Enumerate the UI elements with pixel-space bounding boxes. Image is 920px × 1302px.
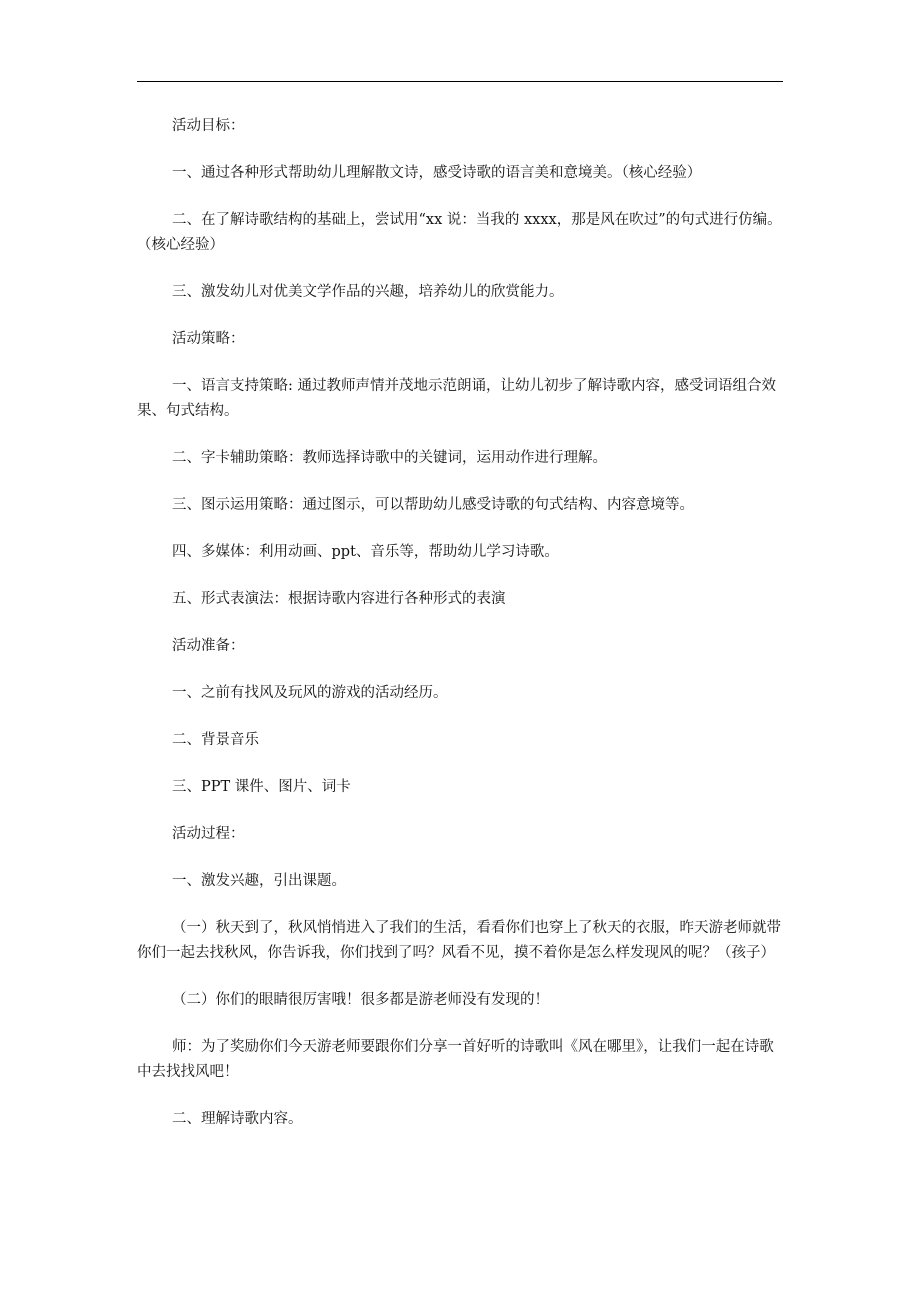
strategy-item-3: 三、图示运用策略：通过图示，可以帮助幼儿感受诗歌的句式结构、内容意境等。 xyxy=(172,497,694,513)
section-heading-strategies: 活动策略： xyxy=(172,331,245,347)
teacher-line: 师：为了奖励你们今天游老师要跟你们分享一首好听的诗歌叫《风在哪里》，让我们一起在诗歌中去找找风吧！ xyxy=(137,1039,774,1080)
process-substep-1: （一）秋天到了，秋风悄悄进入了我们的生活，看看你们也穿上了秋天的衣服，昨天游老师就带你们一起去找秋风，你告诉我，你们找到了吗？风看不见，摸不着你是怎么样发现风的呢？（孩子） xyxy=(137,920,781,961)
strategy-item-4: 四、多媒体：利用动画、ppt、音乐等，帮助幼儿学习诗歌。 xyxy=(172,544,559,560)
header-rule xyxy=(137,81,783,82)
section-heading-process: 活动过程： xyxy=(172,826,245,842)
process-step-1: 一、激发兴趣，引出课题。 xyxy=(172,873,346,889)
preparation-item-3: 三、PPT 课件、图片、词卡 xyxy=(172,779,351,795)
goal-item-2: 二、在了解诗歌结构的基础上，尝试用“xx 说：当我的 xxxx，那是风在吹过”的句式进行仿编。（核心经验） xyxy=(137,212,782,253)
strategy-item-2: 二、字卡辅助策略：教师选择诗歌中的关键词，运用动作进行理解。 xyxy=(172,450,607,466)
process-step-2: 二、理解诗歌内容。 xyxy=(172,1111,303,1127)
goal-item-1: 一、通过各种形式帮助幼儿理解散文诗，感受诗歌的语言美和意境美。（核心经验） xyxy=(172,165,702,181)
document-body xyxy=(137,114,783,1154)
preparation-item-1: 一、之前有找风及玩风的游戏的活动经历。 xyxy=(172,685,448,701)
process-substep-2: （二）你们的眼睛很厉害哦！很多都是游老师没有发现的！ xyxy=(172,992,549,1008)
strategy-item-1: 一、语言支持策略: 通过教师声情并茂地示范朗诵，让幼儿初步了解诗歌内容，感受词语组合效果、句式结构。 xyxy=(137,378,776,419)
section-heading-goals: 活动目标： xyxy=(172,118,245,134)
preparation-item-2: 二、背景音乐 xyxy=(172,732,259,748)
section-heading-preparation: 活动准备： xyxy=(172,638,245,654)
goal-item-3: 三、激发幼儿对优美文学作品的兴趣，培养幼儿的欣赏能力。 xyxy=(172,284,564,300)
strategy-item-5: 五、形式表演法：根据诗歌内容进行各种形式的表演 xyxy=(172,591,506,607)
